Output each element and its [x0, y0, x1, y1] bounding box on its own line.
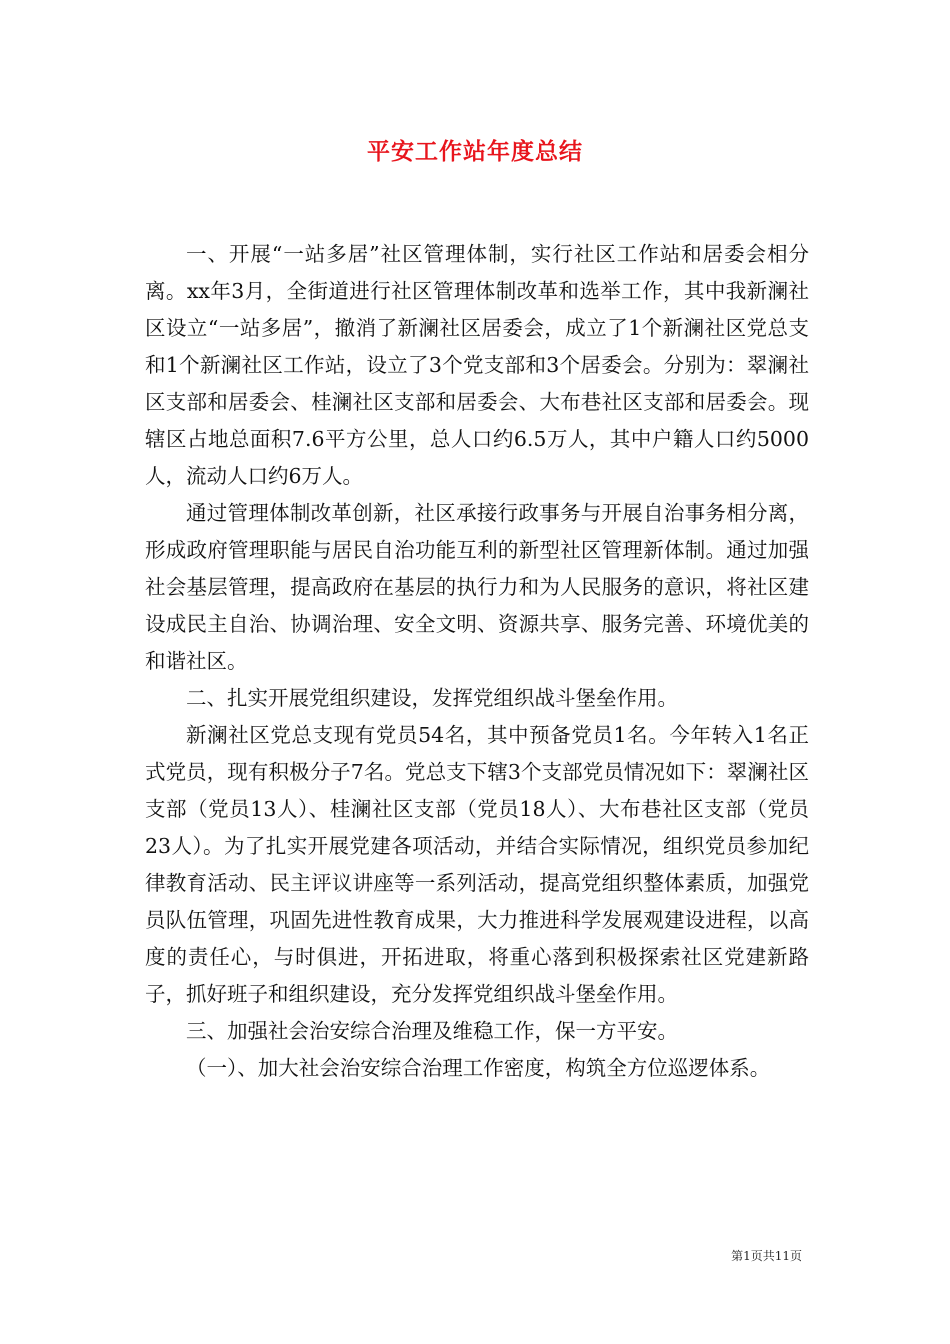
paragraph-1: 一、开展“一站多居”社区管理体制，实行社区工作站和居委会相分离。xx年3月，全街道进行社区管理体制改革和选举工作，其中我新澜社区设立“一站多居”，撤消了新澜社区居委会，成立了1个新澜社区党总支和1个新澜社区工作站，设立了3个党支部和3个居委会。分别为：翠澜社区支部和居委会、桂澜社区支部和居委会、大布巷社区支部和居委会。现辖区占地总面积7.6平方公里，总人口约6.5万人，其中户籍人口约5000人，流动人口约6万人。 — [145, 242, 809, 488]
paragraph-6: （一）、加大社会治安综合治理工作密度，构筑全方位巡逻体系。 — [186, 1056, 771, 1080]
paragraph-3-heading: 二、扎实开展党组织建设，发挥党组织战斗堡垒作用。 — [186, 686, 678, 710]
paragraph-2: 通过管理体制改革创新，社区承接行政事务与开展自治事务相分离，形成政府管理职能与居民自治功能互利的新型社区管理新体制。通过加强社会基层管理，提高政府在基层的执行力和为人民服务的意识，将社区建设成民主自治、协调治理、安全文明、资源共享、服务完善、环境优美的和谐社区。 — [145, 501, 809, 673]
page-number: 第1页共11页 — [731, 1249, 802, 1263]
paragraph-4: 新澜社区党总支现有党员54名，其中预备党员1名。今年转入1名正式党员，现有积极分子7名。党总支下辖3个支部党员情况如下：翠澜社区支部（党员13人）、桂澜社区支部（党员18人）、大布巷社区支部（党员23人）。为了扎实开展党建各项活动，并结合实际情况，组织党员参加纪律教育活动、民主评议讲座等一系列活动，提高党组织整体素质，加强党员队伍管理，巩固先进性教育成果，大力推进科学发展观建设进程，以高度的责任心，与时俱进，开拓进取，将重心落到积极探索社区党建新路子，抓好班子和组织建设，充分发挥党组织战斗堡垒作用。 — [145, 723, 809, 1006]
document-title: 平安工作站年度总结 — [367, 138, 583, 165]
paragraph-5-heading: 三、加强社会治安综合治理及维稳工作，保一方平安。 — [186, 1019, 678, 1043]
document-body — [145, 236, 809, 1087]
